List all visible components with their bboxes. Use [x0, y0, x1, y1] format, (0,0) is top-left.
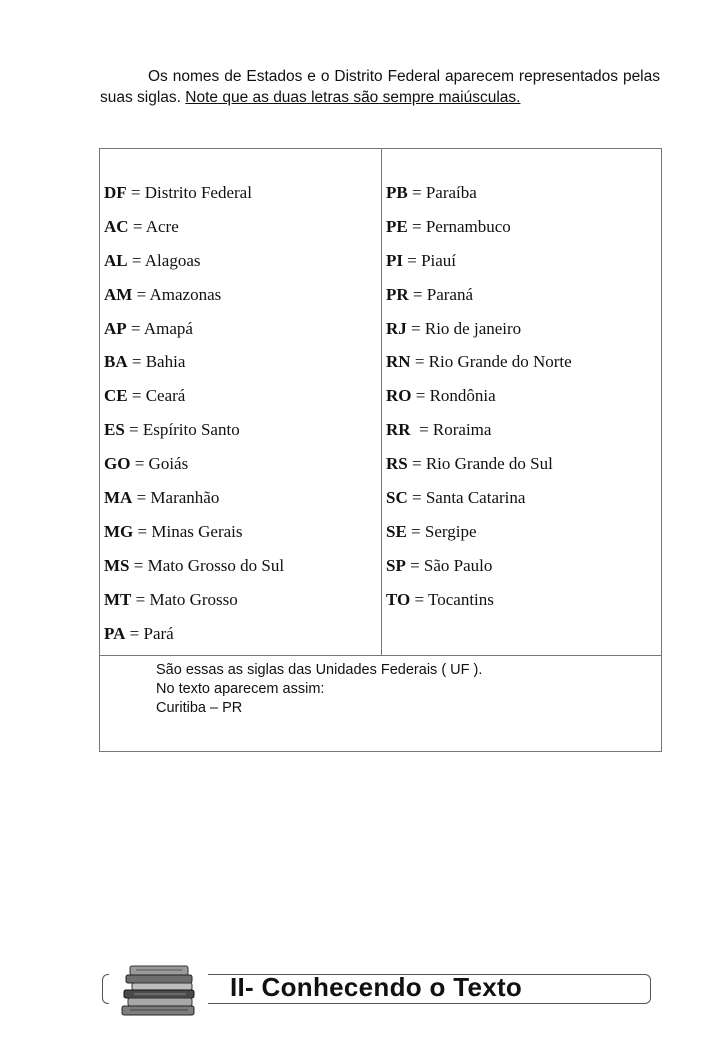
uf-name: = Paraíba — [407, 183, 477, 202]
uf-code: AM — [104, 284, 133, 304]
uf-name: = Bahia — [127, 352, 186, 372]
uf-code: MA — [104, 488, 133, 508]
uf-code: CE — [104, 386, 128, 406]
right-column — [386, 183, 658, 624]
uf-code: PI — [386, 250, 403, 270]
uf-entry — [386, 488, 658, 522]
uf-name: = Minas Gerais — [133, 521, 243, 541]
uf-name: = Rio Grande do Norte — [410, 352, 572, 372]
uf-entry — [386, 319, 658, 353]
uf-code: SP — [386, 555, 406, 575]
intro-text: Os nomes de Estados e o Distrito Federal aparecem representados pelas suas siglas. — [100, 68, 660, 106]
uf-name: = Amapá — [126, 318, 193, 338]
uf-entry — [104, 217, 376, 251]
uf-entry — [386, 522, 658, 556]
uf-name: = Pernambuco — [407, 216, 511, 236]
uf-name: = Amazonas — [132, 284, 222, 304]
uf-entry — [386, 590, 658, 624]
section-title: II- Conhecendo o Texto — [230, 972, 523, 1002]
uf-code: PA — [104, 623, 126, 643]
uf-name: = Ceará — [127, 386, 186, 406]
uf-code: RR — [386, 420, 411, 440]
uf-code: RO — [386, 386, 412, 406]
uf-name: = Espírito Santo — [124, 420, 240, 440]
uf-entry — [386, 251, 658, 285]
uf-entry — [104, 285, 376, 319]
uf-name: = Pará — [125, 623, 174, 643]
uf-name: = Mato Grosso do Sul — [129, 555, 285, 575]
books-icon — [116, 958, 208, 1018]
uf-entry — [104, 488, 376, 522]
uf-entry — [104, 352, 376, 386]
uf-entry — [386, 285, 658, 319]
uf-code: RS — [386, 454, 408, 474]
uf-entry — [386, 386, 658, 420]
uf-code: AP — [104, 318, 127, 338]
uf-name: = Paraná — [408, 284, 474, 304]
header-bracket-left — [102, 974, 109, 1004]
uf-name: = Mato Grosso — [131, 589, 238, 609]
uf-entry — [104, 454, 376, 488]
uf-code: MT — [104, 589, 132, 609]
uf-entry — [104, 386, 376, 420]
uf-code: AC — [104, 216, 129, 236]
column-divider — [381, 149, 382, 655]
section-header — [102, 958, 652, 1018]
uf-table — [99, 148, 662, 752]
uf-code: DF — [104, 183, 127, 202]
uf-code: MS — [104, 555, 130, 575]
uf-name: = Sergipe — [406, 521, 477, 541]
uf-entry — [104, 590, 376, 624]
uf-entry — [104, 420, 376, 454]
uf-name: = Goiás — [130, 454, 189, 474]
uf-code: SC — [386, 488, 408, 508]
uf-name: = Roraima — [410, 420, 492, 440]
uf-name: = São Paulo — [405, 555, 493, 575]
uf-code: RJ — [386, 318, 407, 338]
uf-entry — [386, 454, 658, 488]
uf-entry — [104, 251, 376, 285]
uf-name: = Alagoas — [127, 250, 201, 270]
uf-name: = Tocantins — [410, 589, 494, 609]
uf-entry — [386, 352, 658, 386]
uf-entry — [386, 556, 658, 590]
uf-code: GO — [104, 454, 131, 474]
uf-explanation — [156, 661, 482, 718]
uf-entry — [104, 556, 376, 590]
uf-code: MG — [104, 521, 134, 541]
uf-name: = Acre — [128, 216, 179, 236]
explanation-line-1: São essas as siglas das Unidades Federais ( UF ). — [156, 662, 483, 678]
uf-entry — [386, 420, 658, 454]
uf-entry — [104, 624, 376, 658]
uf-name: = Rio de janeiro — [406, 318, 522, 338]
uf-entry — [386, 217, 658, 251]
uf-name: = Piauí — [403, 250, 457, 270]
uf-name: = Maranhão — [132, 488, 220, 508]
explanation-line-3: Curitiba – PR — [156, 700, 243, 716]
uf-code: AL — [104, 250, 128, 270]
uf-name: = Rondônia — [411, 386, 496, 406]
left-column — [104, 183, 376, 657]
uf-code: PE — [386, 216, 408, 236]
uf-name: = Distrito Federal — [126, 183, 252, 202]
uf-name: = Santa Catarina — [407, 488, 526, 508]
uf-entry — [104, 183, 376, 217]
uf-code: BA — [104, 352, 128, 372]
intro-paragraph — [100, 66, 660, 108]
uf-entry — [386, 183, 658, 217]
uf-code: PB — [386, 183, 408, 202]
uf-code: SE — [386, 521, 407, 541]
uf-name: = Rio Grande do Sul — [407, 454, 553, 474]
intro-note: Note que as duas letras são sempre maiúsculas. — [185, 89, 521, 106]
uf-code: ES — [104, 420, 125, 440]
explanation-line-2: No texto aparecem assim: — [156, 681, 325, 697]
uf-code: TO — [386, 589, 411, 609]
uf-entry — [104, 319, 376, 353]
uf-code: PR — [386, 284, 409, 304]
uf-entry — [104, 522, 376, 556]
uf-code: RN — [386, 352, 411, 372]
